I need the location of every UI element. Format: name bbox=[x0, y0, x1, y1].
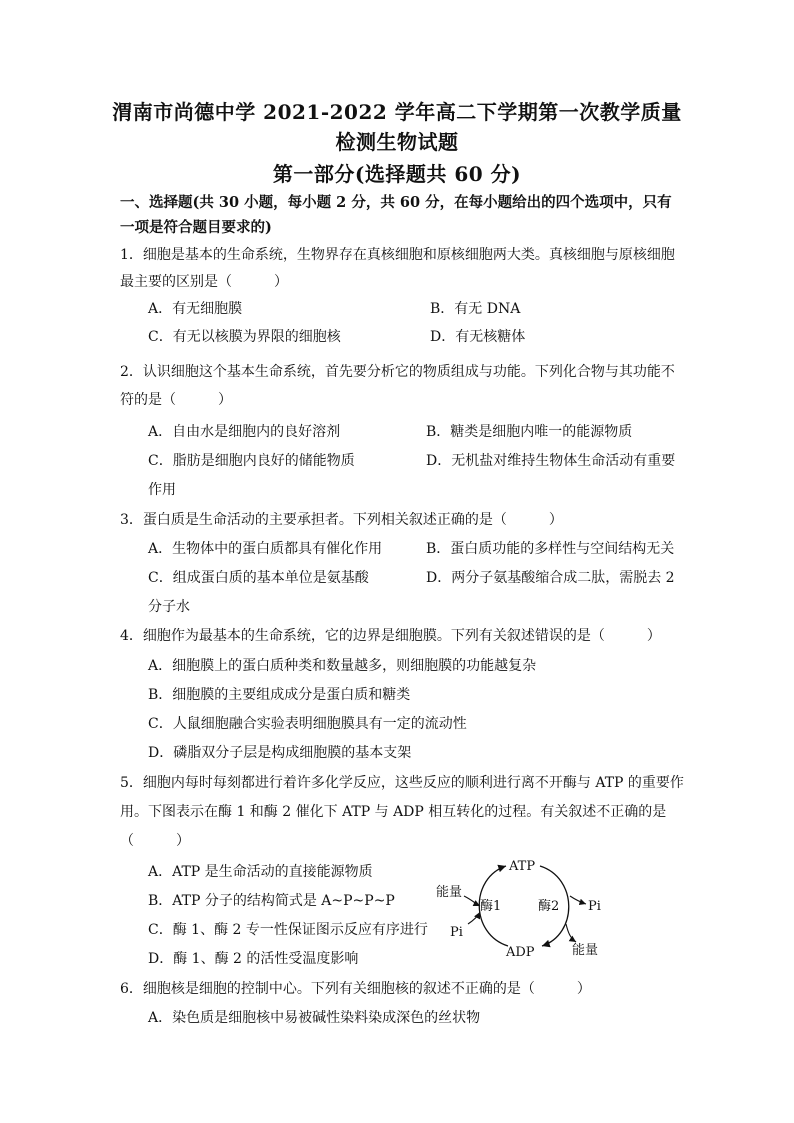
question-2-stem-line1: 2．认识细胞这个基本生命系统，首先要分析它的物质组成与功能。下列化合物与其功能不 bbox=[120, 364, 675, 380]
energy-out-label: 能量 bbox=[572, 943, 599, 958]
energy-in-arrow bbox=[464, 896, 480, 906]
pi-in-label: Pi bbox=[450, 925, 463, 940]
question-5-option-d: D．酶 1、酶 2 的活性受温度影响 bbox=[148, 951, 359, 967]
question-2-option-a: A．自由水是细胞内的良好溶剂 bbox=[148, 424, 341, 440]
question-2-option-c: C．脂肪是细胞内良好的储能物质 bbox=[148, 453, 355, 469]
question-2-option-d-cont: 作用 bbox=[148, 482, 176, 498]
question-5-stem-line3: （ ） bbox=[120, 833, 190, 849]
pi-in-arrow bbox=[468, 912, 480, 924]
question-3-option-c: C．组成蛋白质的基本单位是氨基酸 bbox=[148, 570, 369, 586]
question-1-option-d: D．有无核糖体 bbox=[430, 329, 526, 345]
question-4-stem: 4．细胞作为最基本的生命系统，它的边界是细胞膜。下列有关叙述错误的是（ ） bbox=[120, 628, 661, 644]
question-1-stem-line2: 最主要的区别是（ ） bbox=[120, 274, 288, 290]
question-1-option-c: C．有无以核膜为界限的细胞核 bbox=[148, 329, 341, 345]
exam-title-line2: 检测生物试题 bbox=[335, 130, 459, 154]
energy-out-arrow bbox=[566, 924, 576, 942]
enzyme1-label: 酶1 bbox=[480, 899, 502, 914]
question-3-stem: 3．蛋白质是生命活动的主要承担者。下列相关叙述正确的是（ ） bbox=[120, 512, 563, 528]
question-3-option-b: B．蛋白质功能的多样性与空间结构无关 bbox=[426, 541, 675, 557]
question-5-option-a: A．ATP 是生命活动的直接能源物质 bbox=[148, 864, 373, 880]
question-1-option-b: B．有无 DNA bbox=[430, 301, 521, 317]
section-heading: 一、选择题(共 30 小题，每小题 2 分，共 60 分，在每小题给出的四个选项中，只有一项是符合题目要求的) bbox=[120, 194, 672, 236]
adp-label: ADP bbox=[506, 945, 535, 960]
enzyme2-label: 酶2 bbox=[538, 899, 560, 914]
part-title: 第一部分(选择题共 60 分) bbox=[272, 162, 522, 186]
question-6-option-a: A．染色质是细胞核中易被碱性染料染成深色的丝状物 bbox=[148, 1010, 481, 1026]
pi-out-label: Pi bbox=[588, 899, 601, 914]
question-3-option-d: D．两分子氨基酸缩合成二肽，需脱去 2 bbox=[426, 570, 675, 586]
question-2-option-d: D．无机盐对维持生物体生命活动有重要 bbox=[426, 453, 676, 469]
question-4-option-c: C．人鼠细胞融合实验表明细胞膜具有一定的流动性 bbox=[148, 716, 467, 732]
question-2-option-b: B．糖类是细胞内唯一的能源物质 bbox=[426, 424, 633, 440]
pi-out-arrow bbox=[570, 896, 586, 904]
question-5-option-b: B．ATP 分子的结构简式是 A~P~P~P bbox=[148, 893, 395, 909]
question-2-stem-line2: 符的是（ ） bbox=[120, 392, 232, 408]
question-3-option-d-cont: 分子水 bbox=[148, 599, 190, 615]
atp-label: ATP bbox=[509, 859, 536, 874]
atp-adp-cycle-diagram bbox=[420, 846, 620, 966]
question-3-option-a: A．生物体中的蛋白质都具有催化作用 bbox=[148, 541, 383, 557]
question-1-stem-line1: 1．细胞是基本的生命系统，生物界存在真核细胞和原核细胞两大类。真核细胞与原核细胞 bbox=[120, 247, 675, 263]
question-4-option-d: D．磷脂双分子层是构成细胞膜的基本支架 bbox=[148, 745, 412, 761]
question-4-option-a: A．细胞膜上的蛋白质种类和数量越多，则细胞膜的功能越复杂 bbox=[148, 658, 537, 674]
exam-title-line1: 渭南市尚德中学 2021-2022 学年高二下学期第一次教学质量 bbox=[112, 100, 682, 124]
energy-in-label: 能量 bbox=[436, 885, 463, 900]
question-5-stem-line2: 用。下图表示在酶 1 和酶 2 催化下 ATP 与 ADP 相互转化的过程。有关叙述不正确的是 bbox=[120, 804, 667, 820]
question-5-stem-line1: 5．细胞内每时每刻都进行着许多化学反应，这些反应的顺利进行离不开酶与 ATP 的重要作 bbox=[120, 775, 684, 791]
question-1-option-a: A．有无细胞膜 bbox=[148, 301, 243, 317]
question-6-stem: 6．细胞核是细胞的控制中心。下列有关细胞核的叙述不正确的是（ ） bbox=[120, 981, 591, 997]
question-5-option-c: C．酶 1、酶 2 专一性保证图示反应有序进行 bbox=[148, 922, 428, 938]
question-4-option-b: B．细胞膜的主要组成成分是蛋白质和糖类 bbox=[148, 687, 411, 703]
